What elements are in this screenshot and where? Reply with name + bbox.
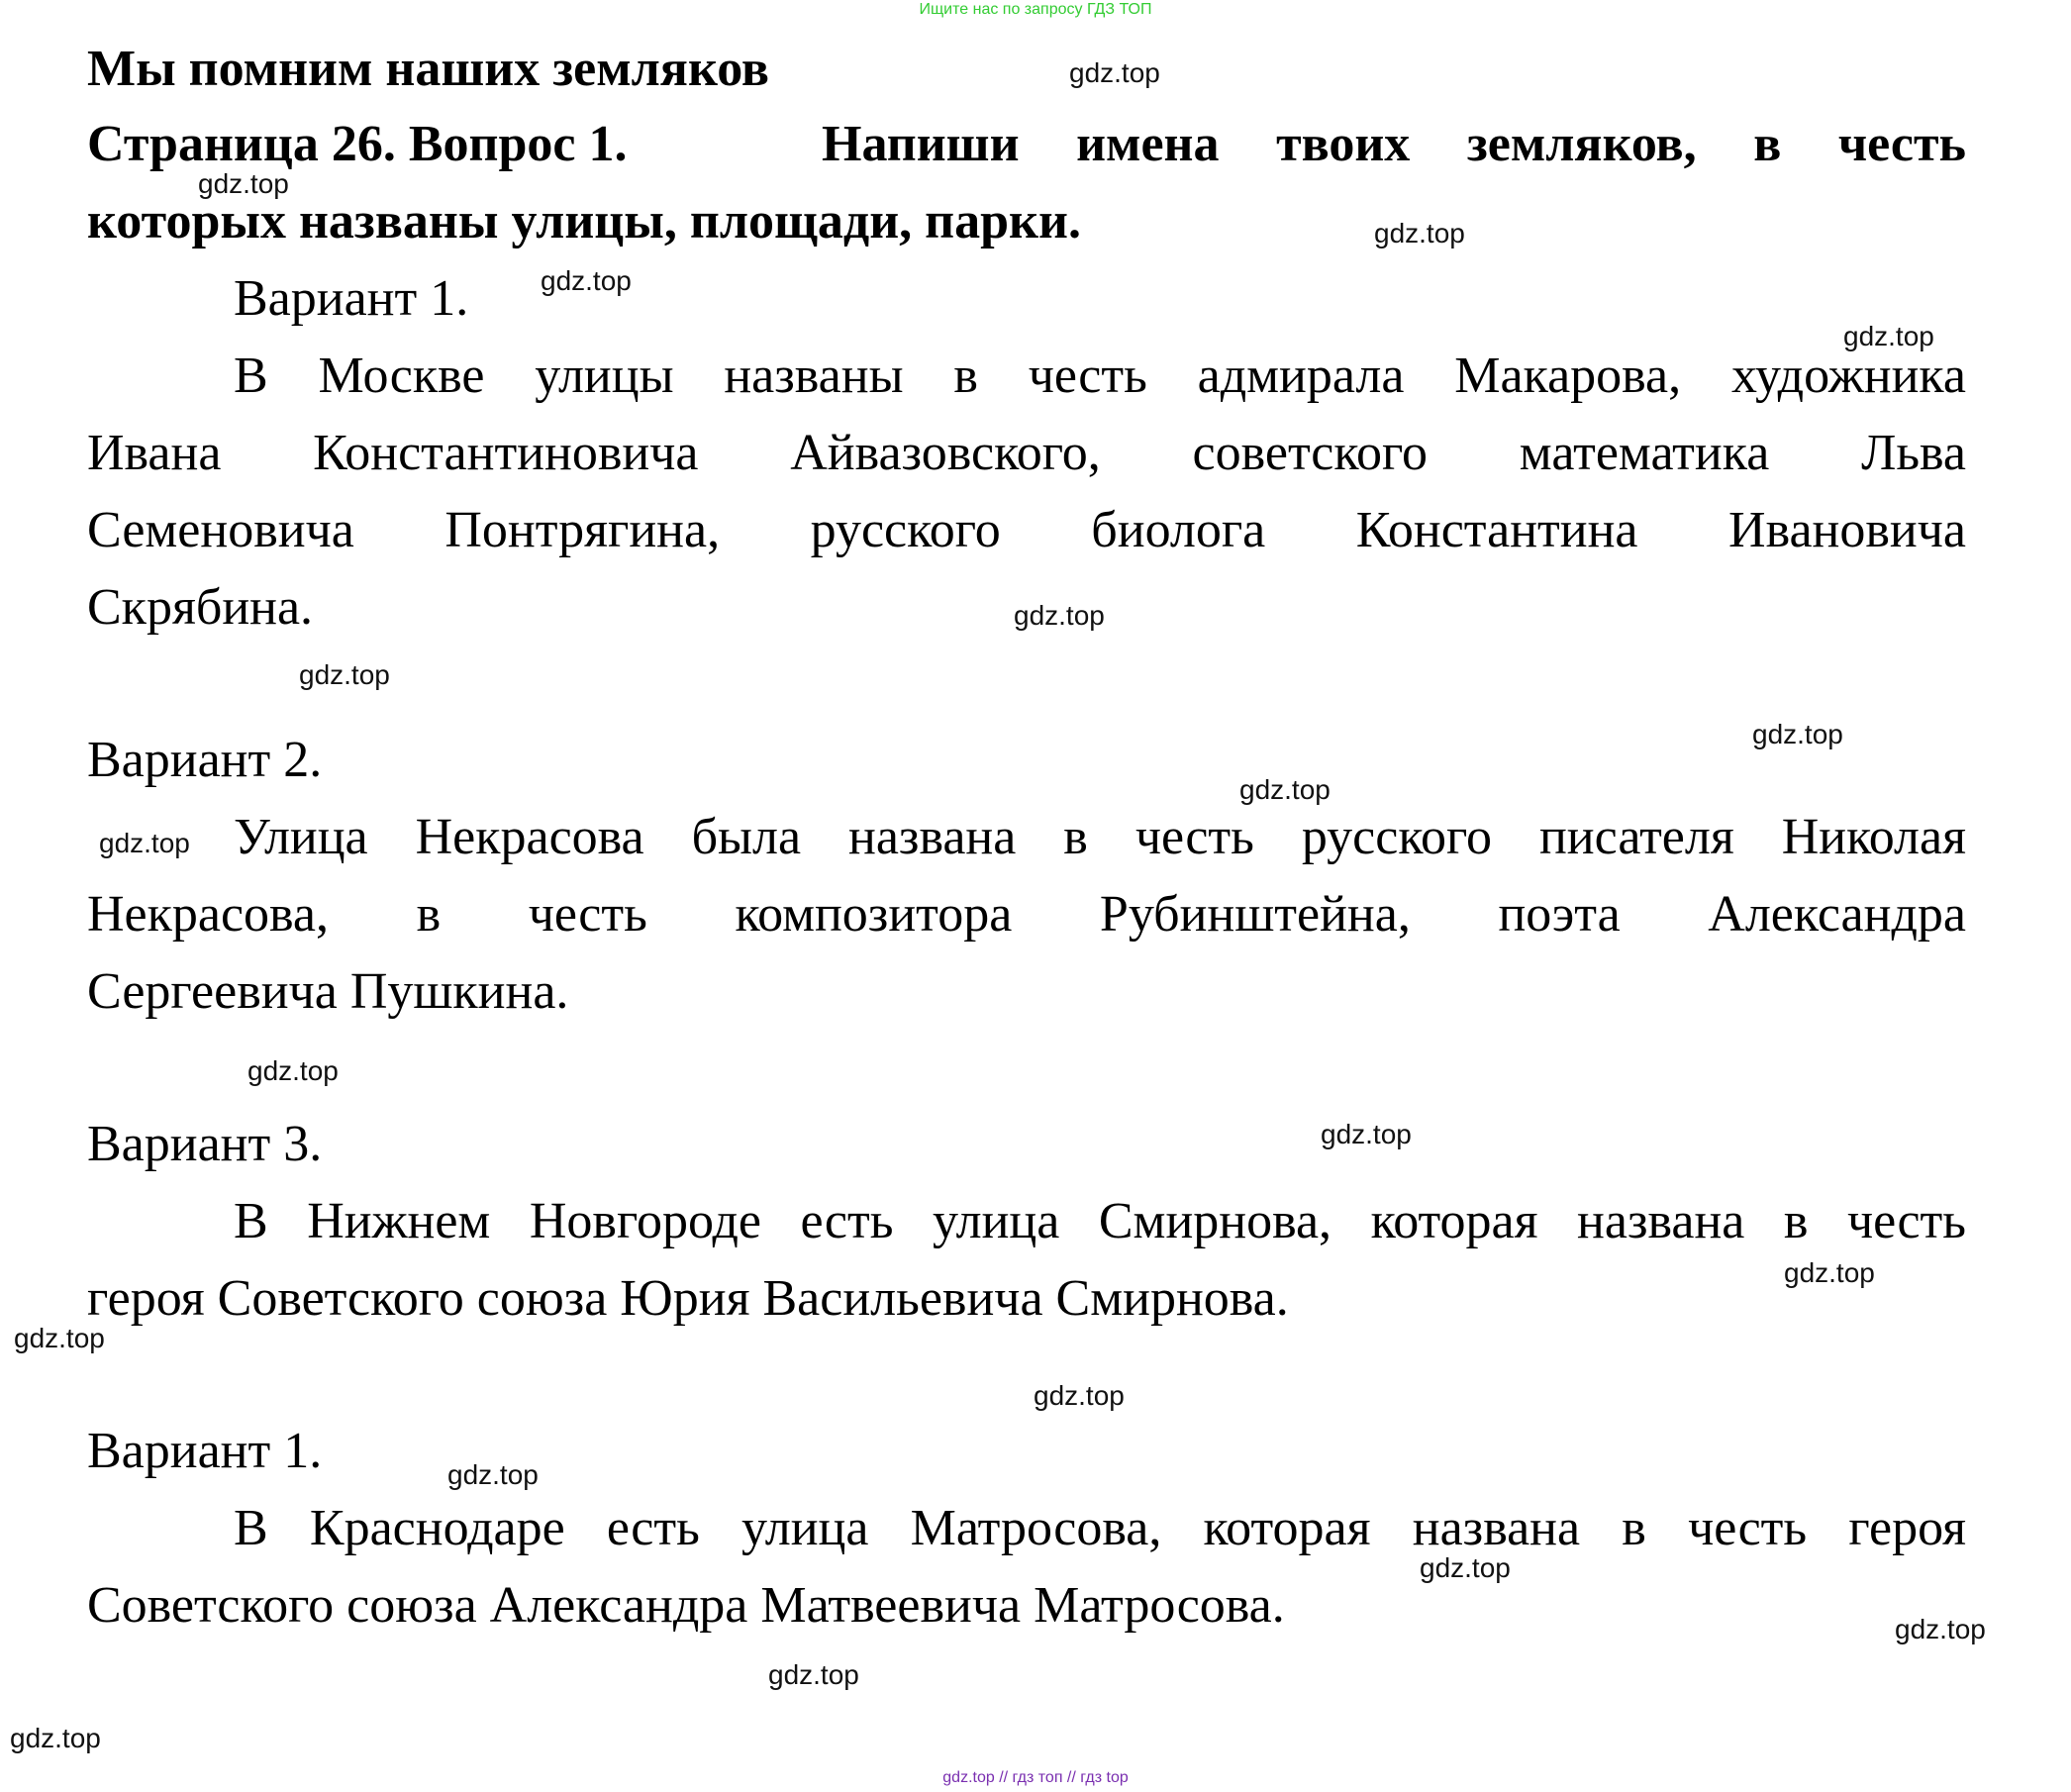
answer-line: Улица Некрасова была названа в честь русского писателя Николая xyxy=(234,809,1966,865)
watermark: gdz.top xyxy=(14,1323,105,1353)
answer-line: В Москве улицы названы в честь адмирала Макарова, художника xyxy=(234,348,1966,404)
answer-line: Семеновича Понтрягина, русского биолога Константина Ивановича xyxy=(87,502,1966,558)
variant-label: Вариант 3. xyxy=(87,1116,323,1172)
watermark: gdz.top xyxy=(1034,1380,1125,1411)
watermark: gdz.top xyxy=(768,1659,859,1690)
variant-label: Вариант 1. xyxy=(87,1423,323,1479)
watermark: gdz.top xyxy=(1321,1119,1412,1149)
answer-line: Ивана Константиновича Айвазовского, советского математика Льва xyxy=(87,425,1966,481)
watermark: gdz.top xyxy=(541,265,632,296)
watermark: gdz.top xyxy=(1374,218,1465,249)
bottom-banner: gdz.top // гдз топ // гдз top xyxy=(942,1769,1129,1786)
question-number: Страница 26. Вопрос 1. xyxy=(87,116,628,172)
watermark: gdz.top xyxy=(1014,600,1105,631)
answer-line: Некрасова, в честь композитора Рубинштейна, поэта Александра xyxy=(87,886,1966,943)
question-text-line1: Напиши имена твоих земляков, в честь xyxy=(822,116,1966,172)
answer-line: героя Советского союза Юрия Васильевича Смирнова. xyxy=(87,1270,1289,1327)
question-text-line2: которых названы улицы, площади, парки. xyxy=(87,193,1081,249)
watermark: gdz.top xyxy=(447,1459,539,1490)
top-banner: Ищите нас по запросу ГДЗ ТОП xyxy=(919,1,1152,18)
watermark: gdz.top xyxy=(1752,719,1843,749)
watermark: gdz.top xyxy=(1843,321,1934,351)
watermark: gdz.top xyxy=(1895,1614,1986,1644)
answer-line: Советского союза Александра Матвеевича Матросова. xyxy=(87,1577,1285,1634)
answer-line: Сергеевича Пушкина. xyxy=(87,963,569,1020)
watermark: gdz.top xyxy=(99,828,190,858)
watermark: gdz.top xyxy=(10,1723,101,1753)
watermark: gdz.top xyxy=(1420,1552,1511,1583)
watermark: gdz.top xyxy=(1784,1257,1875,1288)
watermark: gdz.top xyxy=(198,168,289,199)
page-title: Мы помним наших земляков xyxy=(87,41,769,97)
answer-line: В Краснодаре есть улица Матросова, которая названа в честь героя xyxy=(234,1500,1966,1556)
watermark: gdz.top xyxy=(1069,57,1160,88)
variant-label: Вариант 2. xyxy=(87,732,323,788)
answer-line: В Нижнем Новгороде есть улица Смирнова, которая названа в честь xyxy=(234,1193,1966,1249)
watermark: gdz.top xyxy=(299,659,390,690)
answer-line: Скрябина. xyxy=(87,579,314,636)
watermark: gdz.top xyxy=(247,1055,339,1086)
watermark: gdz.top xyxy=(1239,774,1331,805)
variant-label: Вариант 1. xyxy=(234,270,469,327)
